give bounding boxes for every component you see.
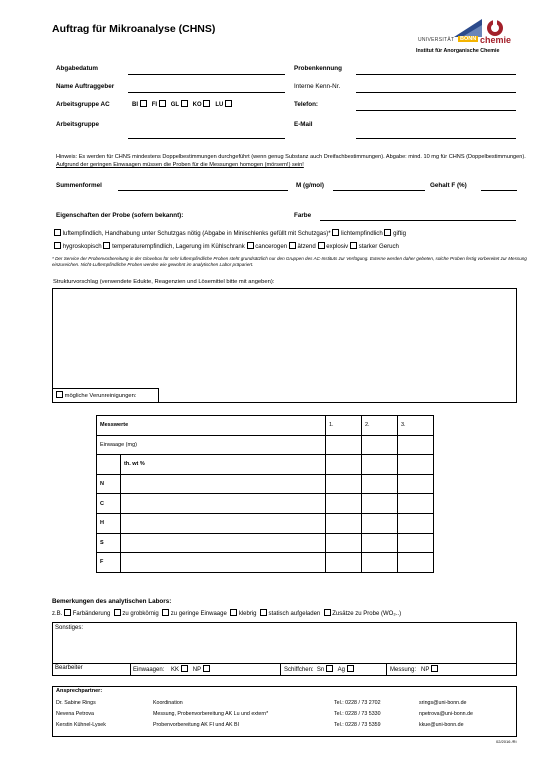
table-cell[interactable]: [361, 435, 397, 455]
messwerte-header: Messwerte: [97, 416, 326, 436]
table-cell[interactable]: [361, 474, 397, 494]
hint-text: [56, 153, 526, 169]
explosiv-label: explosiv: [326, 243, 349, 250]
farbe-field[interactable]: [320, 220, 516, 221]
table-row: [97, 416, 434, 436]
row-n-label: N: [97, 474, 121, 494]
label-farbe: Farbe: [294, 212, 312, 219]
contact-email[interactable]: srings@uni-bonn.de: [419, 700, 467, 706]
auftraggeber-field[interactable]: [128, 92, 285, 93]
university-logo-icon: [454, 19, 482, 37]
geringe-einwaage-checkbox[interactable]: [162, 609, 169, 616]
group-ko-label: KO: [192, 102, 202, 108]
contact-name: Kerstin Kühnel-Lysek: [56, 722, 106, 728]
table-cell[interactable]: [121, 553, 326, 573]
farbaenderung-label: Farbänderung: [72, 611, 111, 617]
table-cell[interactable]: [325, 553, 361, 573]
table-row: [97, 455, 434, 475]
ag-checkbox[interactable]: [347, 665, 354, 672]
table-cell[interactable]: [325, 455, 361, 475]
np-checkbox[interactable]: [203, 665, 210, 672]
aetzend-checkbox[interactable]: [289, 242, 296, 249]
schiffchen-row: [284, 665, 354, 673]
lichtempfindlich-label: lichtempfindlich: [341, 230, 383, 237]
divider: [130, 663, 131, 676]
table-cell[interactable]: [121, 533, 326, 553]
table-cell[interactable]: [397, 435, 433, 455]
kk-checkbox[interactable]: [181, 665, 188, 672]
klebrig-checkbox[interactable]: [230, 609, 237, 616]
contact-role: Koordination: [153, 700, 183, 706]
table-cell[interactable]: [325, 474, 361, 494]
interne-field[interactable]: [356, 92, 516, 93]
row-s-label: S: [97, 533, 121, 553]
label-telefon: Telefon:: [294, 101, 319, 108]
table-cell[interactable]: [121, 474, 326, 494]
col-3-header: 3.: [397, 416, 433, 436]
table-cell[interactable]: [397, 474, 433, 494]
impurities-row: [56, 391, 137, 399]
zb-label: z.B.: [52, 611, 63, 617]
abgabedatum-field[interactable]: [128, 74, 285, 75]
impurities-label: mögliche Verunreinigungen:: [64, 393, 137, 399]
label-auftraggeber: Name Auftraggeber: [56, 83, 115, 90]
messung-label: Messung:: [390, 667, 417, 673]
table-cell[interactable]: [325, 513, 361, 533]
properties-row-2: [54, 242, 399, 250]
thwt-label: th. wt %: [121, 455, 326, 475]
grobkoernig-checkbox[interactable]: [114, 609, 121, 616]
zusaetze-checkbox[interactable]: [324, 609, 331, 616]
table-cell[interactable]: [361, 513, 397, 533]
messung-np-checkbox[interactable]: [431, 665, 438, 672]
explosiv-checkbox[interactable]: [318, 242, 325, 249]
hint-part1: Hinweis: Es werden für CHNS mindestens Doppelbestimmungen durchgeführt (wenn genug Substanz auch Dreifachbestimmungen). Abgabe: mind. 10 mg für CHNS (Doppelbestimmungen).: [56, 154, 526, 160]
contact-email[interactable]: kkue@uni-bonn.de: [419, 722, 464, 728]
impurities-checkbox[interactable]: [56, 391, 63, 398]
col-2-header: 2.: [361, 416, 397, 436]
footer-code: 02/2016 /Ri: [496, 739, 517, 744]
label-strukturvorschlag: Strukturvorschlag (verwendete Edukte, Reagenzien und Lösemittel bitte mit angeben):: [53, 279, 275, 285]
group-lu-checkbox[interactable]: [225, 100, 232, 107]
table-cell[interactable]: [361, 553, 397, 573]
remarks-options: [52, 609, 401, 617]
zusaetze-label: Zusätze zu Probe (WO₃..): [332, 611, 402, 617]
einwaage-label: Einwaage (mg): [97, 435, 326, 455]
einwaagen-label: Einwaagen:: [133, 667, 165, 673]
sn-checkbox[interactable]: [326, 665, 333, 672]
contact-phone: Tel.: 0228 / 73 2702: [334, 700, 381, 706]
grobkoernig-label: zu grobkörnig: [122, 611, 159, 617]
temperaturempfindlich-label: temperaturempfindlich, Lagerung im Kühlschrank: [112, 243, 245, 250]
einwaagen-row: [133, 665, 210, 673]
sonstiges-divider: [52, 663, 517, 664]
kk-label: KK: [171, 667, 180, 673]
cancerogen-label: cancerogen: [255, 243, 288, 250]
summenformel-field[interactable]: [118, 190, 288, 191]
klebrig-label: klebrig: [238, 611, 257, 617]
table-cell[interactable]: [361, 533, 397, 553]
properties-row-1: [54, 229, 406, 237]
table-row: [97, 474, 434, 494]
logo-uni-text: UNIVERSITÄT: [418, 37, 455, 43]
contact-email[interactable]: npetrova@uni-bonn.de: [419, 711, 473, 717]
telefon-field[interactable]: [356, 110, 516, 111]
row-f-label: F: [97, 553, 121, 573]
table-cell[interactable]: [361, 455, 397, 475]
table-cell[interactable]: [121, 513, 326, 533]
group-bi-checkbox[interactable]: [140, 100, 147, 107]
table-cell[interactable]: [325, 435, 361, 455]
contact-role: Messung, Probenvorbereitung AK Lu und extern*: [153, 711, 269, 717]
divider: [280, 663, 281, 676]
table-row: [97, 494, 434, 514]
label-gehalt: Gehalt F (%): [430, 182, 467, 189]
probenkennung-field[interactable]: [356, 74, 516, 75]
statisch-label: statisch aufgeladen: [268, 611, 321, 617]
farbaenderung-checkbox[interactable]: [64, 609, 71, 616]
table-row: [97, 533, 434, 553]
messung-np-label: NP: [421, 667, 430, 673]
label-interne: Interne Kenn-Nr.: [294, 83, 341, 90]
table-row: [97, 435, 434, 455]
hygroskopisch-checkbox[interactable]: [54, 242, 61, 249]
arbeitsgruppe-field[interactable]: [128, 138, 285, 139]
footnote: * Der Service der Probenvorbereitung in der Glovebox für sehr luftempfindliche Proben steht grundsätzlich nur den Gruppen des AC-Instituts zur Verfügung. Externe werden daher gebeten, solche Proben fertig vorbereitet zur Messung einzureichen. Nicht-Luftempfindliche Proben werden wie gewohnt im analytischen Labor präpariert.: [52, 256, 527, 268]
logo-bonn-text: BONN: [460, 36, 477, 42]
structure-box[interactable]: [52, 288, 517, 403]
group-fi-label: FI: [151, 102, 158, 108]
label-abgabedatum: Abgabedatum: [56, 65, 98, 72]
table-cell: [97, 455, 121, 475]
institute-name: Institut für Anorganische Chemie: [416, 48, 500, 54]
email-field[interactable]: [356, 138, 516, 139]
table-cell[interactable]: [397, 513, 433, 533]
label-molar: M (g/mol): [296, 182, 324, 189]
row-h-label: H: [97, 513, 121, 533]
ag-label: Ag: [337, 667, 345, 673]
label-arbeitsgruppe-ac: Arbeitsgruppe AC: [56, 101, 110, 108]
label-probenkennung: Probenkennung: [294, 65, 342, 72]
table-cell[interactable]: [325, 494, 361, 514]
group-gl-label: GL: [170, 102, 179, 108]
sn-label: Sn: [316, 667, 325, 673]
label-eigenschaften: Eigenschaften der Probe (sofern bekannt):: [56, 212, 184, 219]
geringe-einwaage-label: zu geringe Einwaage: [170, 611, 227, 617]
hint-part2: Aufgrund der geringen Einwaagen müssen die Proben für die Messungen homogen (mörsern!) sein!: [56, 162, 304, 168]
contact-phone: Tel.: 0228 / 73 5330: [334, 711, 381, 717]
molar-field[interactable]: [333, 190, 425, 191]
label-summenformel: Summenformel: [56, 182, 102, 189]
divider: [386, 663, 387, 676]
label-bemerkungen: Bemerkungen des analytischen Labors:: [52, 598, 172, 605]
group-ko-checkbox[interactable]: [203, 100, 210, 107]
col-1-header: 1.: [325, 416, 361, 436]
contact-name: Dr. Sabine Rings: [56, 700, 96, 706]
group-bi-label: BI: [132, 102, 138, 108]
table-cell[interactable]: [397, 533, 433, 553]
luftempfindlich-checkbox[interactable]: [54, 229, 61, 236]
table-cell[interactable]: [397, 455, 433, 475]
table-cell[interactable]: [361, 494, 397, 514]
table-cell[interactable]: [325, 533, 361, 553]
messung-row: [390, 665, 438, 673]
starker-geruch-checkbox[interactable]: [350, 242, 357, 249]
contact-name: Nevena Petrova: [56, 711, 94, 717]
logo-chemie-text: chemie: [480, 35, 512, 45]
luftempfindlich-label: luftempfindlich, Handhabung unter Schutzgas nötig (Abgabe in Minischlenks gefüllt mit Schutzgas)*: [62, 230, 331, 237]
starker-geruch-label: starker Geruch: [358, 243, 399, 250]
table-row: [97, 513, 434, 533]
label-sonstiges: Sonstiges:: [55, 625, 84, 631]
statisch-checkbox[interactable]: [260, 609, 267, 616]
label-email: E-Mail: [294, 121, 313, 128]
aetzend-label: ätzend: [297, 243, 316, 250]
group-fi-checkbox[interactable]: [159, 100, 166, 107]
label-arbeitsgruppe: Arbeitsgruppe: [56, 121, 100, 128]
table-cell[interactable]: [397, 553, 433, 573]
temperaturempfindlich-checkbox[interactable]: [103, 242, 110, 249]
table-row: [97, 553, 434, 573]
group-gl-checkbox[interactable]: [181, 100, 188, 107]
group-checkboxes: [132, 100, 232, 108]
lichtempfindlich-checkbox[interactable]: [332, 229, 339, 236]
measurement-table: [96, 415, 434, 573]
giftig-label: giftig: [393, 230, 407, 237]
cancerogen-checkbox[interactable]: [247, 242, 254, 249]
table-cell[interactable]: [121, 494, 326, 514]
contact-role: Probenvorbereitung AK FI und AK BI: [153, 722, 239, 728]
label-ansprechpartner: Ansprechpartner:: [56, 688, 103, 694]
group-lu-label: LU: [215, 102, 224, 108]
gehalt-field[interactable]: [481, 190, 517, 191]
giftig-checkbox[interactable]: [384, 229, 391, 236]
np-label: NP: [192, 667, 201, 673]
contact-phone: Tel.: 0228 / 73 5359: [334, 722, 381, 728]
label-bearbeiter: Bearbeiter: [55, 665, 83, 671]
table-cell[interactable]: [397, 494, 433, 514]
schiffchen-label: Schiffchen:: [284, 667, 314, 673]
page-title: Auftrag für Mikroanalyse (CHNS): [52, 23, 216, 35]
hygroskopisch-label: hygroskopisch: [62, 243, 102, 250]
row-c-label: C: [97, 494, 121, 514]
